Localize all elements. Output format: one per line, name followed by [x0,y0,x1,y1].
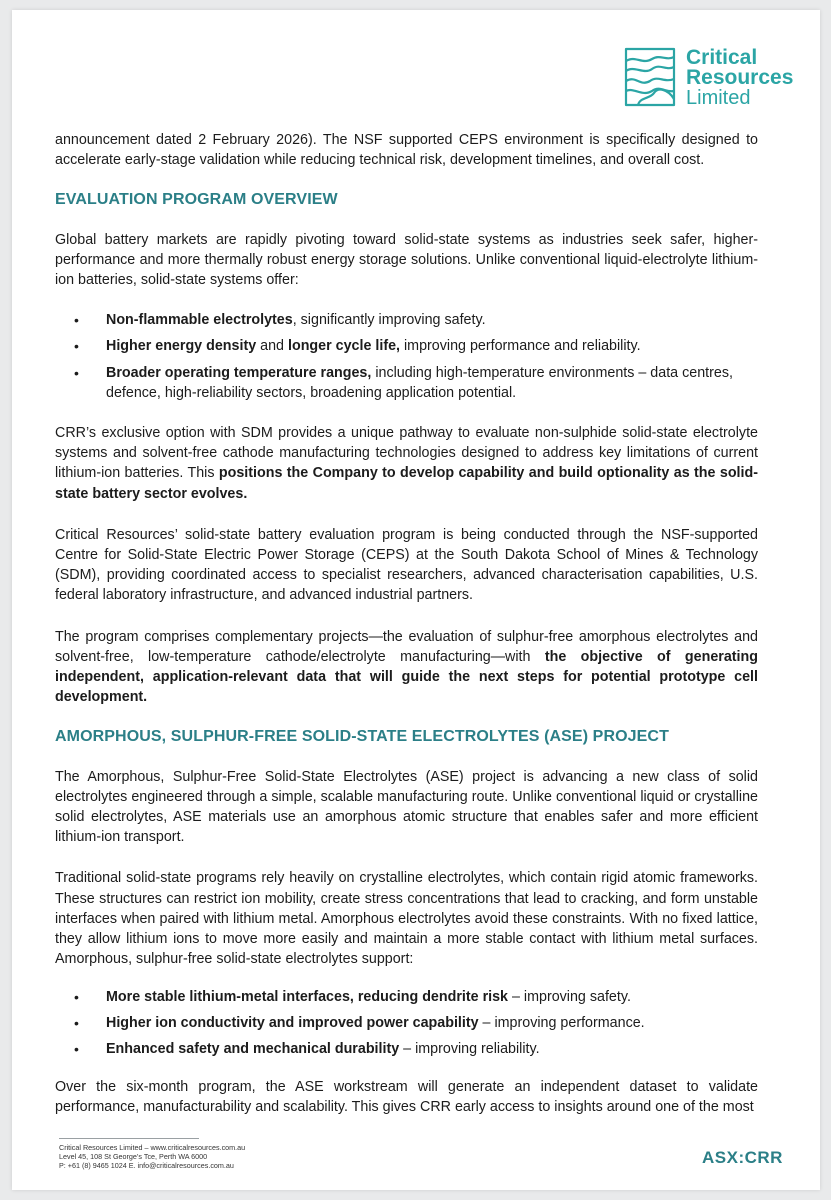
bullet-list [55,987,758,1060]
bullet-list [55,310,758,403]
bold-text-run: Higher ion conductivity and improved power capability [106,1014,479,1031]
bold-text-run: Higher energy density [106,338,257,355]
bullet-icon: • [74,1040,79,1057]
contour-map-icon [622,45,678,109]
bold-text-run: Non-flammable electrolytes [106,312,293,329]
text-run: Global battery markets are rapidly pivoting toward solid-state systems as industries seek safer, higher-performance and more thermally robust energy storage solutions. Unlike conventional liquid-electrolyte lithium-ion batteries, solid-state systems offer: [55,231,758,289]
document-page [12,10,820,1190]
bold-text-run: Broader operating temperature ranges, [106,364,372,381]
company-logo [622,45,797,115]
bold-text-run: Enhanced safety and mechanical durability [106,1040,400,1057]
body-paragraph [55,767,758,848]
text-run: – improving safety. [508,988,631,1005]
text-run: The Amorphous, Sulphur-Free Solid-State Electrolytes (ASE) project is advancing a new class of solid electrolytes engineered through a simple, scalable manufacturing route. Unlike conventional liquid or crystalline solid electrolytes, ASE materials use an amorphous atomic structure that enables safer and more efficient lithium-ion transport. [55,768,758,846]
asx-ticker: ASX:CRR [702,1148,783,1167]
text-run: – improving performance. [478,1014,645,1031]
body-paragraph [55,627,758,708]
bullet-list-item [55,1013,758,1033]
bullet-list-item [55,1039,758,1059]
bold-text-run: longer cycle life, [287,338,401,355]
text-run: , significantly improving safety. [292,312,486,329]
body-paragraph [55,230,758,291]
document-body [55,130,758,1118]
text-run: Traditional solid-state programs rely heavily on crystalline electrolytes, which contain rigid atomic frameworks. These structures can restrict ion mobility, create stress concentrations that lead to cracking, and form unstable interfaces when paired with lithium metal. Amorphous electrolytes avoid these constraints. With no fixed lattice, they allow lithium ions to move more easily and maintain a more stable contact with lithium metal surfaces. Amorphous, sulphur-free solid-state electrolytes support: [55,870,758,968]
bold-text-run: More stable lithium-metal interfaces, reducing dendrite risk [106,988,509,1005]
text-run: – improving reliability. [399,1040,540,1057]
bullet-list-item [55,310,758,330]
logo-line-2: Resources [686,66,794,89]
text-run: Critical Resources’ solid-state battery evaluation program is being conducted through the NSF-supported Centre for Solid-State Electric Power Storage (CEPS) at the South Dakota School of Mines & Technology (SDM), providing coordinated access to specialist researchers, advanced characterisation capabilities, U.S. federal laboratory infrastructure, and advanced industrial partners. [55,526,758,604]
bullet-icon: • [74,1014,79,1031]
body-paragraph [55,868,758,969]
footer-address-line: Level 45, 108 St George’s Tce, Perth WA 6000 [59,1152,208,1161]
bullet-icon: • [74,338,79,355]
text-run: announcement dated 2 February 2026). The NSF supported CEPS environment is specifically designed to accelerate early-stage validation while reducing technical risk, development timelines, and overall cost. [55,132,758,169]
footer-phone-email-line: P: +61 (8) 9465 1024 E. info@criticalresources.com.au [59,1161,234,1170]
logo-wordmark [686,48,793,108]
section-heading: EVALUATION PROGRAM OVERVIEW [55,191,338,209]
text-run: CRR’s exclusive option with SDM provides a unique pathway to evaluate non-sulphide solid-state electrolyte systems and solvent-free cathode manufacturing technologies designed to address key limitations of current lithium-ion batteries. This [55,425,758,482]
body-paragraph [55,423,758,504]
logo-line-1: Critical [686,46,758,69]
text-run: and [256,338,288,355]
text-run: including high-temperature environments – data centres, defence, high-reliability sectors, broadening application potential. [106,364,733,401]
body-paragraph [55,130,758,170]
text-run: The program comprises complementary projects—the evaluation of sulphur-free amorphous electrolytes and solvent-free, low-temperature cathode/electrolyte manufacturing—with [55,628,758,665]
footer-company-line: Critical Resources Limited – www.criticalresources.com.au [59,1143,246,1152]
body-paragraph [55,1077,758,1117]
bullet-list-item [55,336,758,356]
bullet-icon: • [74,988,79,1005]
bullet-list-item [55,363,758,403]
footer-divider [59,1138,199,1139]
section-heading: AMORPHOUS, SULPHUR-FREE SOLID-STATE ELECTROLYTES (ASE) PROJECT [55,728,669,746]
text-run: improving performance and reliability. [400,338,641,355]
logo-line-3: Limited [686,87,751,109]
bullet-list-item [55,987,758,1007]
body-paragraph [55,525,758,606]
text-run: Over the six-month program, the ASE workstream will generate an independent dataset to validate performance, manufacturability and scalability. This gives CRR early access to insights around one of the most [55,1079,758,1116]
bold-text-run: positions the Company to develop capability and build optionality as the solid-state battery sector evolves. [55,465,758,502]
bold-text-run: the objective of generating independent, application-relevant data that will guide the next steps for potential prototype cell development. [55,648,758,706]
bullet-icon: • [74,364,79,381]
footer-contact [59,1143,245,1170]
bullet-icon: • [74,312,79,329]
